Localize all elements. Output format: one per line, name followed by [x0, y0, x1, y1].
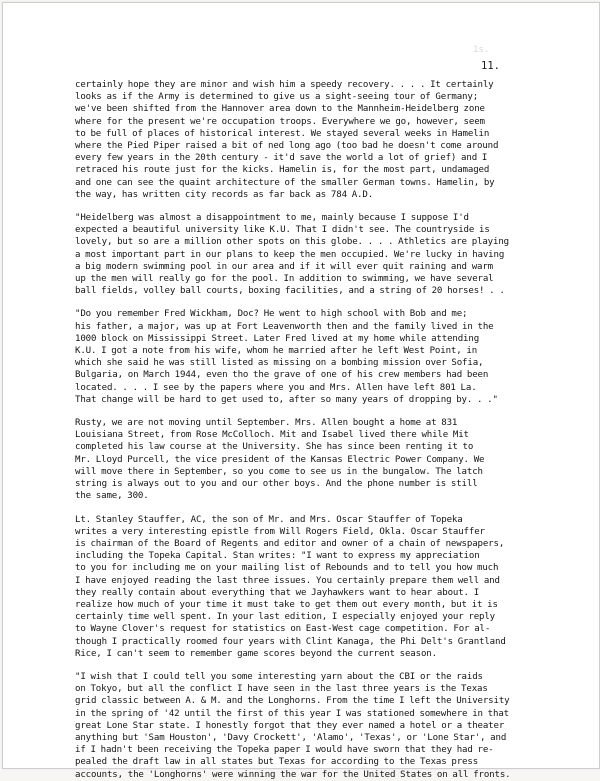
text-line: is chairman of the Board of Regents and editor and owner of a chain of newspapers, [75, 538, 505, 549]
text-line: grid classic between A. & M. and the Longhorns. From the time I left the University [75, 696, 510, 707]
text-line: looks as if the Army is determined to give us a sight-seeing tour of Germany; [75, 92, 479, 103]
text-line: realize how much of your time it must take to get them out every month, but it is [75, 599, 498, 610]
text-line: pealed the draft law in all states but Texas for according to the Texas press [75, 757, 479, 768]
text-line: where the Pied Piper raised a bit of ned long ago (too bad he doesn't come around [75, 141, 499, 152]
paragraph-stauffer [75, 514, 533, 660]
document-page [2, 2, 600, 780]
text-line: a most important part in our plans to keep the men occupied. We're lucky in having [75, 249, 505, 260]
text-line: though I practically roomed four years with Clint Kanaga, the Phi Delt's Grantland [75, 636, 506, 647]
text-line: the way, has written city records as far back as 784 A.D. [75, 189, 374, 200]
text-line: certainly time well spent. In your last edition, I especially enjoyed your reply [75, 612, 495, 623]
paragraph-texas [75, 671, 533, 781]
text-line: That change will be hard to get used to, after so many years of dropping by. . ." [75, 394, 498, 405]
text-line: I have enjoyed reading the last three issues. You certainly prepare them well and [75, 575, 500, 586]
text-line: Lt. Stanley Stauffer, AC, the son of Mr. and Mrs. Oscar Stauffer of Topeka [75, 514, 463, 525]
text-line: they really contain about everything that we Jayhawkers want to hear about. I [75, 587, 480, 598]
text-line: the same, 300. [75, 491, 149, 502]
text-line: anything but 'Sam Houston', 'Davy Crockett', 'Alamo', 'Texas', or 'Lone Star', and [75, 732, 507, 743]
page-number: 11. [481, 60, 500, 72]
text-line: his father, a major, was up at Fort Leavenworth then and the family lived in the [75, 321, 494, 332]
text-line: accounts, the 'Longhorns' were winning the war for the United States on all fronts. [75, 769, 511, 780]
paragraph-hamelin [75, 79, 533, 201]
bleed-through-mark: 1s. [473, 45, 490, 55]
text-line: Louisiana Street, from Rose McColloch. Mit and Isabel lived there while Mit [75, 430, 469, 441]
text-line: "Heidelberg was almost a disappointment to me, mainly because I suppose I'd [75, 213, 469, 224]
document-body [75, 79, 533, 781]
paragraph-heidelberg [75, 212, 533, 297]
text-line: which she said he was still listed as missing on a bombing mission over Sofia, [75, 358, 484, 369]
text-line: to Wayne Clover's request for statistics on East-West cage competition. For al- [75, 624, 491, 635]
text-line: a big modern swimming pool in our area and if it will ever quit raining and warm [75, 261, 493, 272]
text-line: and one can see the quaint architecture of the smaller German towns. Hamelin, by [75, 177, 495, 188]
text-line: located. . . . I see by the papers where you and Mrs. Allen have left 801 La. [75, 382, 477, 393]
paragraph-rusty-reply [75, 417, 533, 502]
text-line: on Tokyo, but all the conflict I have seen in the last three years is the Texas [75, 684, 488, 695]
text-line: certainly hope they are minor and wish him a speedy recovery. . . . It certainly [75, 80, 494, 90]
text-line: K.U. I got a note from his wife, whom he married after he left West Point, in [75, 346, 478, 357]
text-line: ball fields, volley ball courts, boxing facilities, and a string of 20 horses! . . [75, 286, 505, 297]
text-line: lovely, but so are a million other spots on this globe. . . . Athletics are playing [75, 237, 509, 248]
text-line: every few years in the 20th century - it'd save the world a lot of grief) and I [75, 153, 488, 164]
paragraph-fred-wickham [75, 308, 533, 406]
text-line: "I wish that I could tell you some interesting yarn about the CBI or the raids [75, 671, 483, 682]
text-line: to be full of places of historical interest. We stayed several weeks in Hamelin [75, 128, 490, 139]
text-line: will move there in September, so you come to see us in the bungalow. The latch [75, 466, 483, 477]
text-line: up the men will really go for the pool. In addition to swimming, we have several [75, 274, 494, 285]
text-line: string is always out to you and our other boys. And the phone number is still [75, 479, 478, 490]
text-line: in the spring of '42 until the first of this year I was stationed somewhere in that [75, 708, 509, 719]
text-line: Rusty, we are not moving until September. Mrs. Allen bought a home at 831 [75, 418, 458, 429]
text-line: "Do you remember Fred Wickham, Doc? He went to high school with Bob and me; [75, 309, 468, 320]
text-line: to you for including me on your mailing list of Rebounds and to tell you how much [75, 563, 499, 574]
text-line: writes a very interesting epistle from Will Rogers Field, Okla. Oscar Stauffer [75, 526, 485, 537]
text-line: where for the present we're occupation troops. Everywhere we go, however, seem [75, 116, 485, 127]
text-line: expected a beautiful university like K.U. That I didn't see. The countryside is [75, 225, 490, 236]
text-line: if I hadn't been receiving the Topeka paper I would have sworn that they had re- [75, 745, 494, 756]
text-line: 1000 block on Mississippi Street. Later Fred lived at my home while attending [75, 333, 480, 344]
text-line: Rice, I can't seem to remember game scores beyond the current season. [75, 648, 437, 659]
text-line: Bulgaria, on March 1944, even tho the grave of one of his crew members had been [75, 370, 489, 381]
text-line: retraced his route just for the kicks. Hamelin is, for the most part, undamaged [75, 165, 490, 176]
text-line: including the Topeka Capital. Stan writes: "I want to express my appreciation [75, 551, 480, 562]
text-line: completed his law course at the University. She has since been renting it to [75, 442, 474, 453]
text-line: we've been shifted from the Hannover area down to the Mannheim-Heidelberg zone [75, 104, 485, 115]
text-line: great Lone Star state. I honestly forgot that they ever named a hotel or a theater [75, 720, 505, 731]
text-line: Mr. Lloyd Purcell, the vice president of the Kansas Electric Power Company. We [75, 454, 485, 465]
